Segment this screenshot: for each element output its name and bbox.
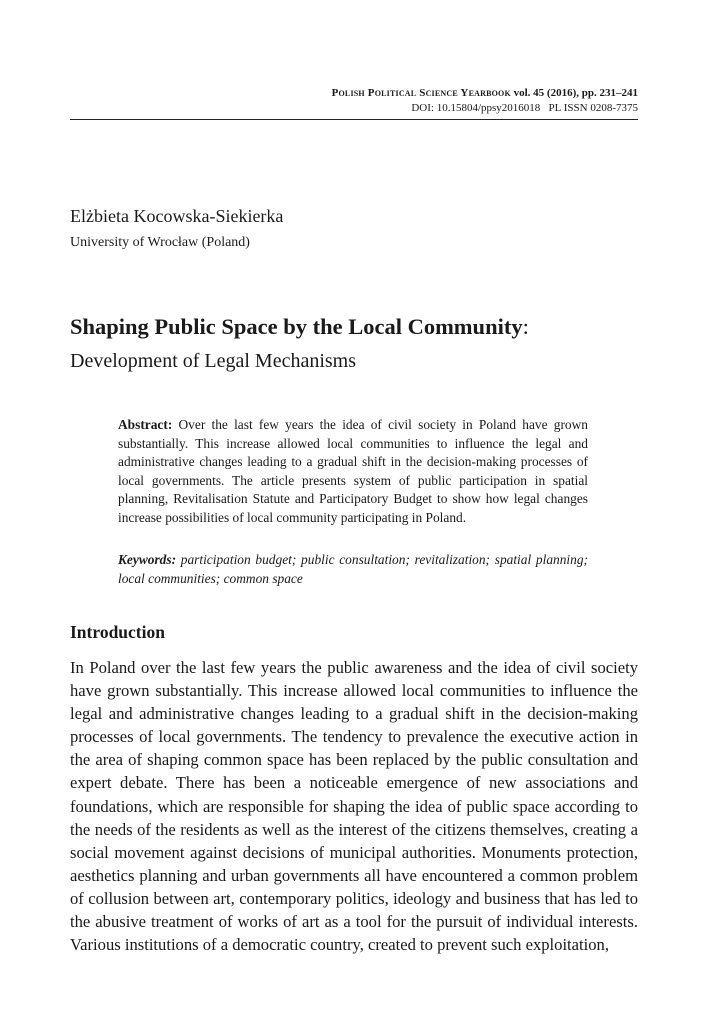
author-affiliation: University of Wrocław (Poland): [70, 235, 250, 250]
doi-issn: DOI: 10.15804/ppsy2016018 PL ISSN 0208-7375: [411, 102, 638, 114]
title-colon: :: [522, 314, 529, 339]
volume-pages: vol. 45 (2016), pp. 231–241: [513, 87, 638, 99]
keywords: [118, 551, 588, 588]
header-rule: [70, 119, 638, 120]
title-main: Shaping Public Space by the Local Community: [70, 314, 523, 339]
introduction-paragraph: In Poland over the last few years the public awareness and the idea of civil society have grown substantially. This increase allowed local communities to influence the legal and administrative changes leading to a gradual shift in the decision-making processes of local governments. The tendency to prevalence the executive action in the area of shaping common space has been replaced by the public consultation and expert debate. There has been a noticeable emergence of new associations and foundations, which are responsible for shaping the idea of public space according to the needs of the residents as well as the interest of the citizens themselves, creating a social movement against decisions of municipal authorities. Monuments protection, aesthetics planning and urban governments all have encountered a common problem of collusion between art, contemporary politics, ideology and business that has led to the abusive treatment of works of art as a tool for the pursuit of individual interests. Various institutions of a democratic country, created to prevent such exploitation,: [70, 658, 638, 955]
abstract: [118, 416, 588, 528]
keywords-text: participation budget; public consultation; revitalization; spatial planning; local communities; common space: [118, 552, 588, 586]
abstract-text: Over the last few years the idea of civil society in Poland have grown substantially. This increase allowed local communities to influence the legal and administrative changes leading to a gradual shift in the decision-making processes of local governments. The article presents system of public participation in spatial planning, Revitalisation Statute and Participatory Budget to show how legal changes increase possibilities of local community participating in Poland.: [118, 417, 588, 525]
abstract-label: Abstract:: [118, 417, 173, 432]
journal-line: [332, 86, 638, 101]
article-title: [70, 314, 529, 340]
journal-name: Polish Political Science Yearbook: [331, 87, 511, 99]
author-name: Elżbieta Kocowska-Siekierka: [70, 206, 284, 226]
keywords-label: Keywords:: [118, 552, 177, 567]
section-heading-introduction: Introduction: [70, 622, 165, 642]
running-head: [332, 86, 638, 116]
article-subtitle: Development of Legal Mechanisms: [70, 350, 357, 372]
